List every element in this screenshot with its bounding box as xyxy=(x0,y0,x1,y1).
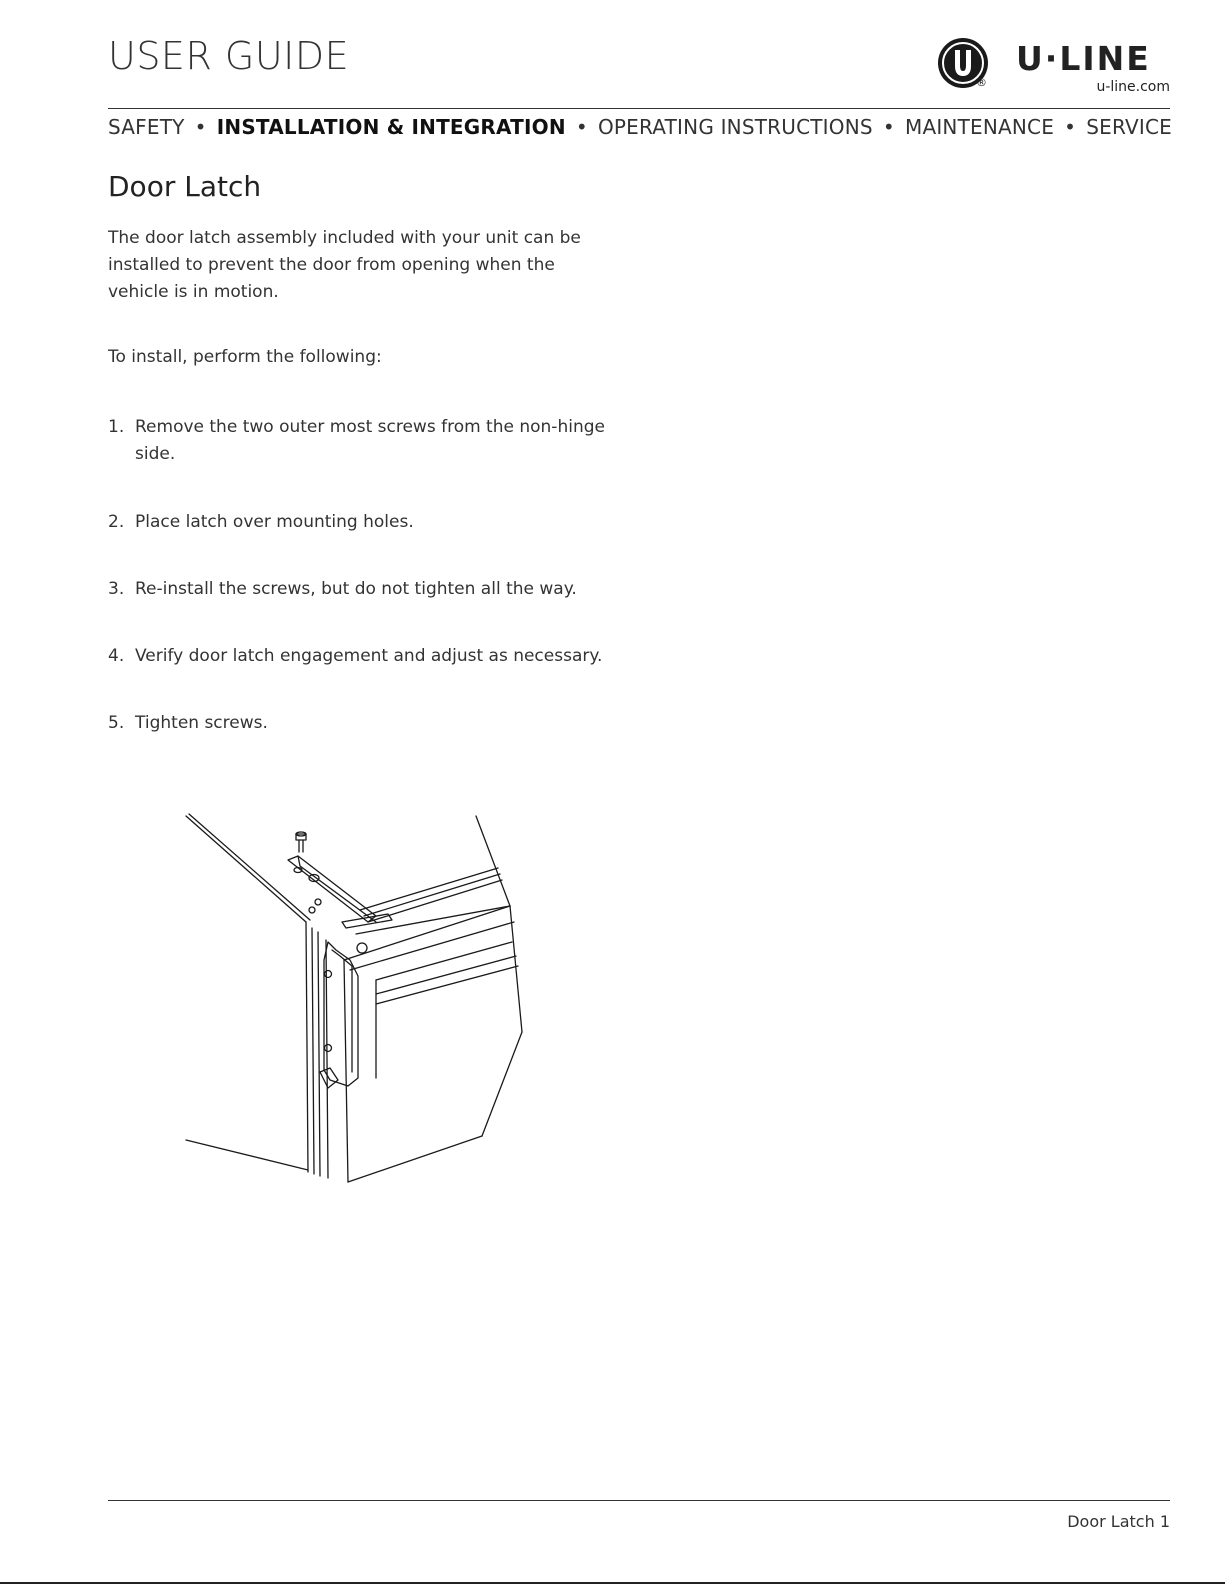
step-text: Re-install the screws, but do not tighten all the way. xyxy=(135,579,577,599)
nav-item-maintenance: MAINTENANCE xyxy=(904,115,1055,139)
step-number: 2. xyxy=(108,512,125,532)
step-text: Tighten screws. xyxy=(135,713,268,733)
brand-wordmark: U·LINE xyxy=(1016,39,1151,78)
nav-item-service: SERVICE xyxy=(1086,115,1172,139)
section-title: Door Latch xyxy=(108,170,262,203)
registered-mark: ® xyxy=(976,76,987,89)
step-text: Verify door latch engagement and adjust as necessary. xyxy=(135,646,603,666)
step-text: Place latch over mounting holes. xyxy=(135,512,414,532)
step-number: 4. xyxy=(108,646,125,666)
document-title: USER GUIDE xyxy=(108,34,350,78)
step-item xyxy=(108,576,628,603)
nav-item-safety: SAFETY xyxy=(108,115,185,139)
header-divider xyxy=(108,108,1170,109)
step-item xyxy=(108,414,628,468)
brand-url[interactable]: u-line.com xyxy=(1096,79,1170,95)
nav-item-operating: OPERATING INSTRUCTIONS xyxy=(597,115,873,139)
nav-separator: • xyxy=(882,115,895,139)
page-bottom-edge xyxy=(0,1582,1225,1584)
nav-separator: • xyxy=(194,115,207,139)
steps-lead: To install, perform the following: xyxy=(108,347,382,367)
step-number: 3. xyxy=(108,579,125,599)
step-item xyxy=(108,509,628,536)
step-item xyxy=(108,710,628,737)
step-text: Remove the two outer most screws from the non-hinge side. xyxy=(135,417,605,464)
nav-separator: • xyxy=(1064,115,1077,139)
step-item xyxy=(108,643,628,670)
install-steps xyxy=(108,414,628,777)
nav-separator: • xyxy=(575,115,588,139)
step-number: 5. xyxy=(108,713,125,733)
step-number: 1. xyxy=(108,417,125,437)
nav-item-installation: INSTALLATION & INTEGRATION xyxy=(216,115,566,139)
door-latch-illustration-icon xyxy=(180,810,530,1190)
page-footer-label: Door Latch 1 xyxy=(1067,1512,1170,1531)
brand-logo xyxy=(936,36,1172,100)
section-breadcrumb xyxy=(108,115,1172,139)
footer-divider xyxy=(108,1500,1170,1501)
intro-paragraph: The door latch assembly included with your unit can be installed to prevent the door from opening when the vehicle is in motion. xyxy=(108,228,581,302)
